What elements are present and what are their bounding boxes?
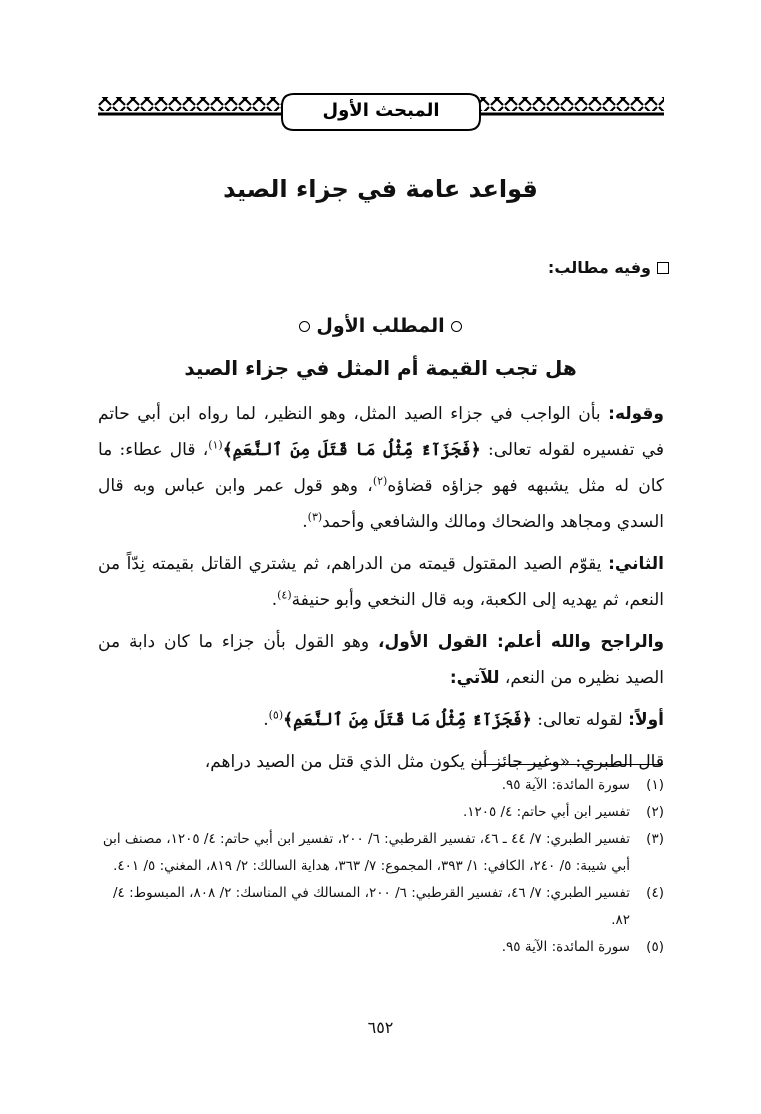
chapter-header: [98, 92, 664, 132]
footnote-text: تفسير الطبري: ٧/ ٤٦، تفسير القرطبي: ٦/ ٢٠٠، المسالك في المناسك: ٢/ ٨٠٨، المبسوط: ٤/ ٨٢.: [112, 885, 630, 928]
footnote-text: تفسير الطبري: ٧/ ٤٤ ـ ٤٦، تفسير القرطبي: ٦/ ٢٠٠، تفسير ابن أبي حاتم: ٤/ ١٢٠٥، مصنف ابن أبي شيبة: ٥/ ٢٤٠، الكافي: ١/ ٣٩٣، المجموع: ٧/ ٣٦٣، هداية السالك: ٢/ ٨١٩، المغني: ٥/ ٤٠١.: [102, 831, 630, 874]
paragraph-lead: أولاً:: [628, 710, 664, 730]
footnote-ref[interactable]: (٥): [268, 708, 284, 722]
intro-line: [548, 258, 669, 277]
footnote-separator: [473, 764, 663, 765]
footnote-number: (٣): [646, 831, 664, 847]
footnote-number: (٢): [646, 804, 664, 820]
page-title: قواعد عامة في جزاء الصيد: [223, 175, 538, 203]
footnote-number: (١): [646, 777, 664, 793]
section-heading: [0, 315, 761, 337]
paragraph-text: ، قال عطاء: ما كان له مثل يشبهه فهو جزاؤه قضاؤه: [98, 440, 665, 496]
paragraph-lead: القول الأول،: [378, 632, 497, 652]
footnote-item: [98, 880, 664, 934]
chapter-title: المبحث الأول: [322, 100, 440, 121]
paragraph: [98, 702, 664, 738]
paragraph: [98, 396, 664, 540]
paragraph-text: لقوله تعالى:: [531, 710, 629, 730]
footnote-ref[interactable]: (٤): [277, 588, 292, 602]
footnote-text: تفسير ابن أبي حاتم: ٤/ ١٢٠٥.: [462, 804, 630, 820]
footnote-ref[interactable]: (١): [208, 438, 223, 452]
footnote-item: [98, 934, 664, 961]
paragraph: [98, 546, 664, 618]
footnote-text: سورة المائدة: الآية ٩٥.: [501, 939, 630, 955]
footnote-ref[interactable]: (٢): [372, 474, 388, 488]
quran-verse: ﴿فَجَزَآءٌ مِّثْلُ مَا قَتَلَ مِنَ ٱلنَّعَمِ﴾: [283, 710, 532, 730]
circle-bullet-icon: [451, 321, 462, 332]
paragraph-text: ، وهو قول عمر وابن عباس وبه قال السدي ومجاهد والضحاك ومالك والشافعي وأحمد: [98, 476, 664, 532]
circle-bullet-icon: [299, 321, 310, 332]
footnote-item: [98, 799, 664, 826]
section-heading-text: المطلب الأول: [316, 315, 445, 337]
footnotes: [98, 772, 664, 961]
page-number: ٦٥٢: [367, 1018, 394, 1037]
footnote-ref[interactable]: (٣): [307, 510, 323, 524]
paragraph-lead: للآتي:: [449, 668, 500, 688]
paragraph-text: بأن الواجب في جزاء الصيد المثل، وهو النظير، لما رواه ابن أبي حاتم في تفسيره لقوله تعالى:: [98, 404, 664, 460]
quran-verse: ﴿فَجَزَآءٌ مِّثْلُ مَا قَتَلَ مِنَ ٱلنَّعَمِ﴾: [222, 440, 481, 460]
body-text: [98, 396, 664, 786]
paragraph-text: قال الطبري: «وغير جائز أن يكون مثل الذي قتل من الصيد دراهم،: [204, 752, 664, 772]
footnote-item: [98, 772, 664, 799]
paragraph-text: .: [263, 710, 269, 730]
intro-text: وفيه مطالب:: [547, 258, 651, 277]
footnote-number: (٥): [646, 939, 664, 955]
footnote-item: [98, 826, 664, 880]
square-bullet-icon: [657, 262, 669, 274]
paragraph-text: .: [271, 590, 278, 610]
paragraph-text: .: [302, 512, 308, 532]
paragraph-text: يقوّم الصيد المقتول قيمته من الدراهم، ثم يشتري القاتل بقيمته نِدّاً من النعم، ثم يهديه إلى الكعبة، وبه قال النخعي وأبو حنيفة: [98, 554, 664, 610]
paragraph-lead: والراجح والله أعلم:: [496, 632, 665, 652]
footnote-number: (٤): [646, 885, 664, 901]
paragraph-lead: وقوله:: [608, 404, 664, 424]
footnote-text: سورة المائدة: الآية ٩٥.: [501, 777, 630, 793]
paragraph-text: وهو القول بأن جزاء ما كان دابة من الصيد نظيره من النعم،: [98, 632, 664, 688]
paragraph: [98, 624, 664, 696]
question-heading: هل تجب القيمة أم المثل في جزاء الصيد: [184, 356, 577, 380]
paragraph-lead: الثاني:: [608, 554, 664, 574]
